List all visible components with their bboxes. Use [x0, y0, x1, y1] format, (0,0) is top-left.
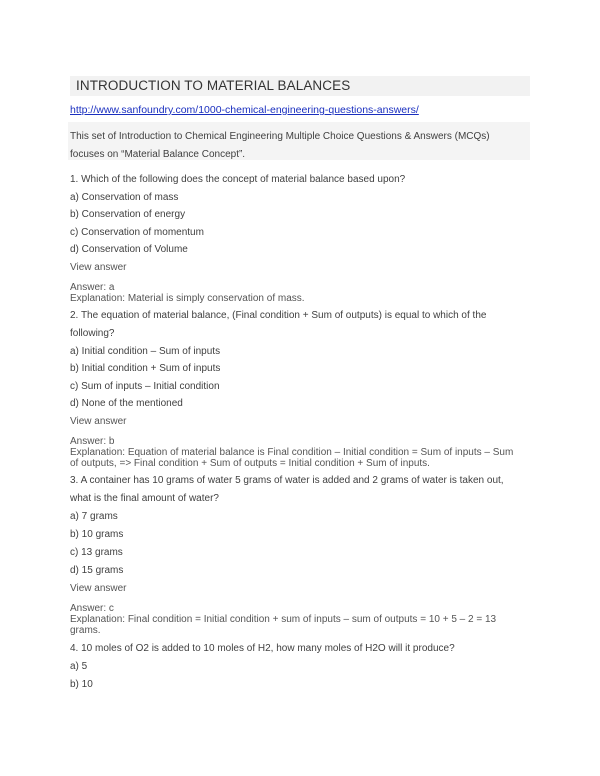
q4-option-b: b) 10	[70, 679, 93, 690]
q3-option-a: a) 7 grams	[70, 511, 118, 522]
q1-answer: Answer: a	[70, 282, 115, 293]
q2-explanation-line-2: of outputs, => Final condition + Sum of outputs = Initial condition + Sum of inputs.	[70, 458, 430, 469]
q3-view-answer[interactable]: View answer	[70, 583, 127, 594]
question-3-line-1: 3. A container has 10 grams of water 5 grams of water is added and 2 grams of water is taken out,	[70, 475, 504, 486]
q3-option-b: b) 10 grams	[70, 529, 124, 540]
q2-option-c: c) Sum of inputs – Initial condition	[70, 381, 220, 392]
q1-view-answer[interactable]: View answer	[70, 262, 127, 273]
intro-line-1: This set of Introduction to Chemical Engineering Multiple Choice Questions & Answers (MCQs)	[70, 131, 490, 142]
q1-option-a: a) Conservation of mass	[70, 192, 179, 203]
q3-option-c: c) 13 grams	[70, 547, 123, 558]
q3-option-d: d) 15 grams	[70, 565, 124, 576]
q3-explanation-line-2: grams.	[70, 625, 101, 636]
question-2-line-1: 2. The equation of material balance, (Final condition + Sum of outputs) is equal to which of the	[70, 310, 487, 321]
q2-option-b: b) Initial condition + Sum of inputs	[70, 363, 221, 374]
q1-explanation: Explanation: Material is simply conservation of mass.	[70, 293, 305, 304]
q1-option-b: b) Conservation of energy	[70, 209, 186, 220]
q3-answer: Answer: c	[70, 603, 114, 614]
question-1: 1. Which of the following does the concept of material balance based upon?	[70, 174, 406, 185]
question-4: 4. 10 moles of O2 is added to 10 moles of H2, how many moles of H2O will it produce?	[70, 643, 455, 654]
document-title: INTRODUCTION TO MATERIAL BALANCES	[76, 78, 351, 93]
question-2-line-2: following?	[70, 328, 115, 339]
question-3-line-2: what is the final amount of water?	[70, 493, 219, 504]
intro-line-2: focuses on “Material Balance Concept”.	[70, 149, 246, 160]
q2-option-d: d) None of the mentioned	[70, 398, 183, 409]
q2-option-a: a) Initial condition – Sum of inputs	[70, 346, 221, 357]
q2-view-answer[interactable]: View answer	[70, 416, 127, 427]
q1-option-d: d) Conservation of Volume	[70, 244, 188, 255]
q3-explanation-line-1: Explanation: Final condition = Initial condition + sum of inputs – sum of outputs = 10 + 5 – 2 = 13	[70, 614, 497, 625]
q4-option-a: a) 5	[70, 661, 88, 672]
q2-answer: Answer: b	[70, 436, 115, 447]
source-link[interactable]: http://www.sanfoundry.com/1000-chemical-engineering-questions-answers/	[70, 104, 419, 116]
q2-explanation-line-1: Explanation: Equation of material balance is Final condition – Initial condition = Sum of inputs – Sum	[70, 447, 514, 458]
q1-option-c: c) Conservation of momentum	[70, 227, 204, 238]
